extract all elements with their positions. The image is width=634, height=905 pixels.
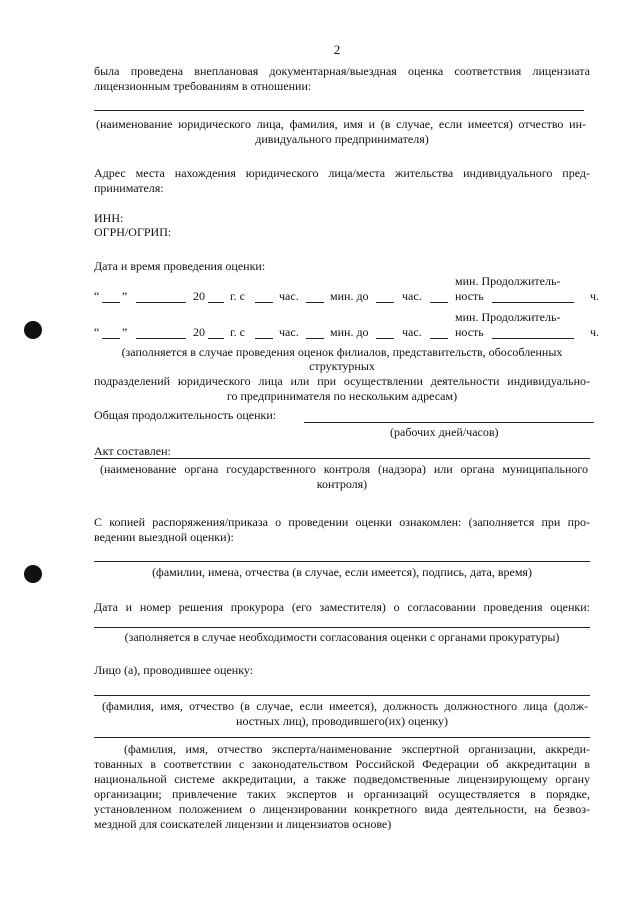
min-from-blank — [306, 302, 324, 303]
expert-line-2: тованных в соответствии с законодательством Российской Федерации об аккредитации в — [94, 757, 590, 771]
prosecutor-line: Дата и номер решения прокурора (его заместителя) о согласовании проведения оценки: — [94, 600, 590, 614]
from-label: г. с — [230, 325, 245, 339]
hour-label: час. — [279, 289, 299, 303]
duration-label-bottom: ность — [455, 325, 484, 339]
year-prefix: 20 — [193, 289, 205, 303]
hours-unit: ч. — [590, 325, 600, 339]
total-duration-blank — [304, 422, 594, 423]
year-prefix: 20 — [193, 325, 205, 339]
year-blank — [208, 338, 224, 339]
ogrn-label: ОГРН/ОГРИП: — [94, 225, 172, 239]
datetime-row-2 — [94, 325, 604, 340]
familiar-blank — [94, 561, 590, 562]
persons-blank — [94, 695, 590, 696]
min-from-blank — [306, 338, 324, 339]
familiar-caption: (фамилии, имена, отчества (в случае, если имеется), подпись, дата, время) — [152, 565, 532, 579]
branches-note-line-2: структурных — [309, 359, 375, 373]
act-caption-line-2: контроля) — [316, 477, 368, 491]
address-line-1: Адрес места нахождения юридического лица/места жительства индивидуального пред- — [94, 166, 590, 180]
branches-note-line-3: подразделений юридического лица или при осуществлении деятельности индивидуально- — [94, 374, 590, 388]
year-blank — [208, 302, 224, 303]
persons-caption-line-2: ностных лиц), проводившего(их) оценку) — [236, 714, 448, 728]
datetime-label: Дата и время проведения оценки: — [94, 259, 266, 273]
quote-close: ” — [122, 325, 128, 339]
address-line-2: принимателя: — [94, 181, 164, 195]
hour-from-blank — [255, 338, 273, 339]
expert-line-4: организации; привлечение таких экспертов и организаций осуществляется в порядке, — [94, 787, 590, 801]
branches-note-line-4: го предпринимателя по нескольким адресам) — [226, 389, 458, 403]
paragraph-intro-line-2: лицензионным требованиям в отношении: — [94, 79, 312, 93]
expert-blank — [94, 737, 590, 738]
min-to-label: мин. до — [330, 289, 369, 303]
expert-line-3: национальной системе аккредитации, а также подведомственные лицензирующему органу — [94, 772, 590, 786]
quote-open: “ — [94, 289, 100, 303]
hour-label-2: час. — [402, 289, 422, 303]
day-blank — [102, 302, 120, 303]
from-label: г. с — [230, 289, 245, 303]
duration-blank — [492, 338, 574, 339]
hour-from-blank — [255, 302, 273, 303]
inn-label: ИНН: — [94, 211, 124, 225]
punch-hole-bottom — [24, 565, 42, 583]
act-blank — [94, 458, 590, 459]
min-to-blank — [430, 302, 448, 303]
total-duration-caption: (рабочих дней/часов) — [390, 425, 499, 439]
prosecutor-caption: (заполняется в случае необходимости согласования оценки с органами прокуратуры) — [124, 630, 560, 644]
hour-to-blank — [376, 338, 394, 339]
hour-to-blank — [376, 302, 394, 303]
persons-caption-line-1: (фамилия, имя, отчество (в случае, если имеется), должность должностного лица (долж- — [102, 699, 588, 713]
duration-label-bottom: ность — [455, 289, 484, 303]
familiar-line-1: С копией распоряжения/приказа о проведении оценки ознакомлен: (заполняется при про- — [94, 515, 590, 529]
act-label: Акт составлен: — [94, 444, 171, 458]
prosecutor-blank — [94, 627, 590, 628]
day-blank — [102, 338, 120, 339]
duration-label-top-2: мин. Продолжитель- — [455, 310, 561, 324]
min-to-label: мин. до — [330, 325, 369, 339]
duration-blank — [492, 302, 574, 303]
quote-close: ” — [122, 289, 128, 303]
punch-hole-top — [24, 321, 42, 339]
min-to-blank — [430, 338, 448, 339]
act-caption-line-1: (наименование органа государственного контроля (надзора) или органа муниципального — [100, 462, 588, 476]
month-blank — [136, 302, 186, 303]
caption-licensee-line-2: дивидуального предпринимателя) — [255, 132, 429, 146]
quote-open: “ — [94, 325, 100, 339]
familiar-line-2: ведении выездной оценки): — [94, 530, 234, 544]
paragraph-intro-line-1: была проведена внеплановая документарная/выездная оценка соответствия лицензиата — [94, 64, 590, 78]
total-duration-label: Общая продолжительность оценки: — [94, 408, 277, 422]
expert-line-1: (фамилия, имя, отчество эксперта/наименование экспертной организации, аккреди- — [124, 742, 590, 756]
branches-note-line-1: (заполняется в случае проведения оценок филиалов, представительств, обособленных — [121, 345, 563, 359]
caption-licensee-line-1: (наименование юридического лица, фамилия, имя и (в случае, если имеется) отчество ин- — [96, 117, 586, 131]
page-number: 2 — [333, 42, 341, 57]
datetime-row-1 — [94, 289, 604, 304]
expert-line-5: установленном положением о лицензировании конкретного вида деятельности, на безвоз- — [94, 802, 590, 816]
expert-line-6: мездной для соискателей лицензии и лицензиатов основе) — [94, 817, 392, 831]
persons-label: Лицо (а), проводившее оценку: — [94, 663, 254, 677]
duration-label-top-1: мин. Продолжитель- — [455, 274, 561, 288]
month-blank — [136, 338, 186, 339]
hour-label: час. — [279, 325, 299, 339]
hour-label-2: час. — [402, 325, 422, 339]
hours-unit: ч. — [590, 289, 600, 303]
fill-line-licensee-name — [94, 110, 584, 111]
